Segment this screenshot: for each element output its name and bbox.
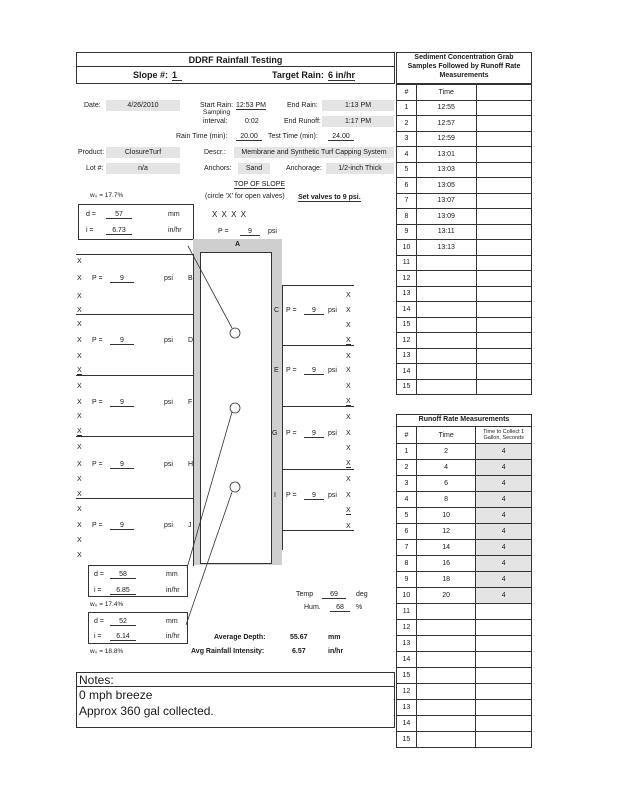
row-number: 13 [397,286,417,302]
x-mark[interactable]: X [346,414,351,421]
x-mark[interactable]: X [346,292,351,299]
row-number: 5 [397,162,417,178]
table-row [397,540,532,556]
notes-line-1: 0 mph breeze [79,688,153,702]
row-time[interactable]: 13:09 [416,209,476,225]
row-time[interactable]: 13:03 [416,162,476,178]
x-mark[interactable]: X [77,307,82,314]
x-mark[interactable]: X [77,444,82,451]
anchorage-label: Anchorage: [286,165,322,172]
row-time[interactable] [416,317,476,333]
end-rain-value: 1:13 PM [322,100,394,111]
row-number: 15 [397,732,417,748]
row-blank[interactable] [476,131,532,147]
x-mark[interactable]: X [346,476,351,483]
row-blank[interactable] [476,379,532,395]
end-rain-label: End Rain: [287,102,318,109]
row-blank[interactable] [476,364,532,380]
i-mid-label: i = [94,587,102,594]
row-seconds[interactable]: 4 [476,444,532,460]
row-time[interactable]: 12 [416,524,476,540]
row-time[interactable] [416,333,476,349]
row-number: 10 [397,588,417,604]
x-mark[interactable]: X [77,321,82,328]
row-blank[interactable] [476,193,532,209]
row-number: 4 [397,147,417,163]
table-row [397,209,532,225]
row-time[interactable]: 13:07 [416,193,476,209]
set-valves-note: Set valves to 9 psi. [298,194,361,201]
i-bot-value: 6.14 [110,633,136,641]
p-top-value: 9 [240,228,260,236]
col-header-blank [476,85,532,101]
sediment-title-2: Samples Followed by Runoff Rate [407,63,521,70]
table-row [397,286,532,302]
row-number: 12 [397,333,417,349]
table-row [397,348,532,364]
date-label: Date: [84,102,101,109]
table-row [397,620,532,636]
descr-value: Membrane and Synthetic Turf Capping System [234,147,394,158]
moisture-top: w₀ = 17.7% [90,192,124,199]
row-blank[interactable] [476,302,532,318]
row-number: 3 [397,131,417,147]
table-row [397,147,532,163]
row-number: 7 [397,193,417,209]
row-time[interactable]: 13:01 [416,147,476,163]
row-blank[interactable] [476,348,532,364]
table-row [397,604,532,620]
row-time[interactable] [416,684,476,700]
x-mark[interactable]: X [77,537,82,544]
table-row [397,317,532,333]
x-mark[interactable]: X [77,552,82,559]
table-row [397,131,532,147]
row-number: 8 [397,209,417,225]
x-mark[interactable]: X [77,353,82,360]
table-row [397,716,532,732]
end-runoff-label: End Runoff: [284,118,321,125]
top-of-slope: TOP OF SLOPE [234,181,286,188]
table-row [397,668,532,684]
test-time-value: 24.00 [328,133,354,141]
sediment-title-1: Sediment Concentration Grab [414,54,514,61]
x-mark[interactable]: X [77,476,82,483]
row-number: 13 [397,348,417,364]
row-number: 6 [397,524,417,540]
form-title: DDRF Rainfall Testing [188,55,283,65]
table-row [397,162,532,178]
table-row [397,492,532,508]
table-row [397,684,532,700]
notes-line-2: Approx 360 gal collected. [79,704,214,718]
row-number: 8 [397,556,417,572]
hum-unit: % [356,604,363,611]
lot-value: n/a [106,163,180,174]
x-mark[interactable]: X [346,322,351,329]
row-blank[interactable] [476,147,532,163]
end-runoff-value: 1:17 PM [322,116,394,127]
row-number: 14 [397,364,417,380]
product-value: ClosureTurf [106,147,180,158]
row-number: 9 [397,224,417,240]
table-row [397,178,532,194]
row-time[interactable] [416,604,476,620]
table-row [397,379,532,395]
temp-value: 69 [322,591,346,599]
row-time[interactable] [416,348,476,364]
row-number: 14 [397,652,417,668]
row-blank[interactable] [476,240,532,256]
table-row [397,193,532,209]
rain-time-label: Rain Time (min): [176,133,228,140]
table-row [397,116,532,132]
slope-value: 1 [172,70,182,81]
avg-intensity-value: 6.57 [292,648,306,655]
col-header-time: Time [416,85,476,101]
target-rain-label: Target Rain: [272,70,324,80]
row-seconds[interactable] [476,684,532,700]
row-number: 12 [397,620,417,636]
d-top-value: 57 [106,211,132,219]
row-seconds[interactable]: 4 [476,524,532,540]
row-seconds[interactable] [476,620,532,636]
circle-note: (circle 'X' for open valves) [205,193,285,200]
row-number: 11 [397,255,417,271]
d-mid-value: 58 [110,571,136,579]
row-number: 1 [397,444,417,460]
x-mark[interactable]: X [77,293,82,300]
row-time[interactable]: 14 [416,540,476,556]
row-seconds[interactable]: 4 [476,492,532,508]
row-number: 12 [397,684,417,700]
row-number: 15 [397,668,417,684]
table-row [397,556,532,572]
table-row [397,224,532,240]
anchors-label: Anchors: [204,165,232,172]
avg-depth-unit: mm [328,634,341,641]
hum-label: Hum. [304,604,321,611]
notes-label: Notes: [79,673,114,687]
row-time[interactable]: 8 [416,492,476,508]
i-mid-value: 6.85 [110,587,136,595]
row-seconds[interactable]: 4 [476,588,532,604]
row-time[interactable] [416,668,476,684]
row-blank[interactable] [476,224,532,240]
row-blank[interactable] [476,286,532,302]
row-time[interactable]: 13:11 [416,224,476,240]
table-row [397,333,532,349]
moisture-bot: w₀ = 18.8% [90,648,124,655]
i-mid-unit: in/hr [166,587,180,594]
table-row [397,460,532,476]
d-top-label: d = [86,211,96,218]
temp-unit: deg [356,591,368,598]
rain-time-value: 20.00 [236,133,262,141]
x-mark[interactable]: X [77,367,82,374]
row-number: 13 [397,700,417,716]
row-number: 3 [397,476,417,492]
col-header-num: # [397,427,417,444]
row-time[interactable] [416,636,476,652]
row-time[interactable] [416,364,476,380]
table-row [397,572,532,588]
row-time[interactable]: 4 [416,460,476,476]
x-mark[interactable]: X [346,353,351,360]
table-row [397,732,532,748]
row-time[interactable]: 10 [416,508,476,524]
row-number: 9 [397,572,417,588]
row-time[interactable]: 12:59 [416,131,476,147]
descr-label: Descr.: [204,149,226,156]
row-time[interactable] [416,732,476,748]
row-number: 10 [397,240,417,256]
date-value: 4/26/2010 [106,100,180,111]
row-time[interactable]: 2 [416,444,476,460]
row-time[interactable]: 13:13 [416,240,476,256]
p-top-unit: psi [268,228,277,235]
row-time[interactable]: 12:55 [416,100,476,116]
x-mark[interactable]: X [77,491,82,498]
row-blank[interactable] [476,100,532,116]
temp-label: Temp [296,591,314,598]
row-time[interactable] [416,716,476,732]
x-mark[interactable]: X [77,413,82,420]
test-time-label: Test Time (min): [268,133,318,140]
row-number: 6 [397,178,417,194]
interval-value: 0:02 [245,118,259,125]
i-top-value: 6.73 [106,227,132,235]
moisture-mid: w₀ = 17.4% [90,601,124,608]
row-time[interactable]: 13:05 [416,178,476,194]
row-seconds[interactable]: 4 [476,508,532,524]
row-time[interactable] [416,302,476,318]
row-seconds[interactable]: 4 [476,460,532,476]
table-row [397,271,532,287]
row-number: 14 [397,716,417,732]
table-row [397,588,532,604]
zone-a-label: A [234,241,241,248]
row-seconds[interactable] [476,636,532,652]
target-rain-value: 6 in/hr [328,70,356,80]
i-top-unit: in/hr [168,227,182,234]
row-blank[interactable] [476,317,532,333]
avg-depth-label: Average Depth: [214,634,266,641]
col-header-seconds: Time to Collect 1 Gallon, Seconds [476,427,532,444]
col-header-num: # [397,85,417,101]
p-top-label: P = [218,228,229,235]
x-mark[interactable]: X [346,460,351,467]
sampling-label: Sampling [203,109,231,116]
table-row [397,700,532,716]
x-mark[interactable]: X [346,507,351,514]
row-time[interactable] [416,271,476,287]
row-blank[interactable] [476,178,532,194]
row-time[interactable] [416,700,476,716]
x-mark[interactable]: X [77,383,82,390]
i-bot-label: i = [94,633,102,640]
row-blank[interactable] [476,162,532,178]
row-blank[interactable] [476,333,532,349]
d-mid-label: d = [94,571,104,578]
table-row [397,302,532,318]
row-time[interactable]: 12:57 [416,116,476,132]
row-number: 4 [397,492,417,508]
anchorage-value: 1/2-inch Thick [326,163,394,174]
avg-depth-value: 55.67 [290,634,308,641]
row-number: 1 [397,100,417,116]
row-blank[interactable] [476,271,532,287]
row-seconds[interactable]: 4 [476,476,532,492]
row-time[interactable]: 6 [416,476,476,492]
runoff-title: Runoff Rate Measurements [418,416,510,423]
x-mark[interactable]: X [77,428,82,435]
d-top-unit: mm [168,211,180,218]
row-time[interactable]: 16 [416,556,476,572]
row-time[interactable] [416,652,476,668]
d-bot-unit: mm [166,618,178,625]
table-row [397,255,532,271]
i-top-label: i = [86,227,94,234]
table-row [397,476,532,492]
x-mark[interactable]: X [77,506,82,513]
runoff-table [396,426,532,748]
table-row [397,636,532,652]
row-seconds[interactable]: 4 [476,572,532,588]
d-bot-value: 52 [110,618,136,626]
sediment-title-3: Measurements [439,72,489,79]
row-seconds[interactable]: 4 [476,556,532,572]
x-mark[interactable]: X [77,258,82,265]
table-row [397,364,532,380]
row-number: 5 [397,508,417,524]
x-mark[interactable]: X [346,445,351,452]
lot-label: Lot #: [86,165,104,172]
row-seconds[interactable] [476,668,532,684]
row-blank[interactable] [476,116,532,132]
sediment-table [396,84,532,395]
avg-intensity-unit: in/hr [328,648,344,655]
d-mid-unit: mm [166,571,178,578]
x-mark[interactable]: X [346,523,351,530]
row-number: 13 [397,636,417,652]
i-bot-unit: in/hr [166,633,180,640]
table-row [397,652,532,668]
row-number: 7 [397,540,417,556]
start-rain-value: 12:53 PM [236,102,266,109]
top-valves[interactable]: X X X X [212,210,248,219]
hum-value: 68 [330,604,350,612]
x-mark[interactable]: X [346,398,351,405]
row-number: 11 [397,604,417,620]
row-time[interactable]: 20 [416,588,476,604]
x-mark[interactable]: X [346,337,351,344]
x-mark[interactable]: X [346,383,351,390]
row-number: 2 [397,460,417,476]
row-blank[interactable] [476,209,532,225]
slope-label: Slope #: [133,70,169,80]
row-time[interactable]: 18 [416,572,476,588]
avg-intensity-label: Avg Rainfall Intensity: [191,648,265,655]
table-row [397,508,532,524]
row-seconds[interactable] [476,652,532,668]
row-number: 2 [397,116,417,132]
row-seconds[interactable] [476,716,532,732]
row-number: 14 [397,302,417,318]
table-row [397,100,532,116]
table-row [397,524,532,540]
row-time[interactable] [416,620,476,636]
table-row [397,240,532,256]
row-blank[interactable] [476,255,532,271]
d-bot-label: d = [94,618,104,625]
start-rain-label: Start Rain: [200,102,234,109]
row-number: 12 [397,271,417,287]
anchors-value: Sand [238,163,270,174]
row-seconds[interactable] [476,604,532,620]
interval-label: interval: [203,118,228,125]
row-seconds[interactable]: 4 [476,540,532,556]
row-seconds[interactable] [476,732,532,748]
row-number: 15 [397,379,417,395]
col-header-time: Time [416,427,476,444]
product-label: Product: [78,149,105,156]
row-time[interactable] [416,286,476,302]
row-number: 15 [397,317,417,333]
row-seconds[interactable] [476,700,532,716]
row-time[interactable] [416,379,476,395]
row-time[interactable] [416,255,476,271]
table-row [397,444,532,460]
